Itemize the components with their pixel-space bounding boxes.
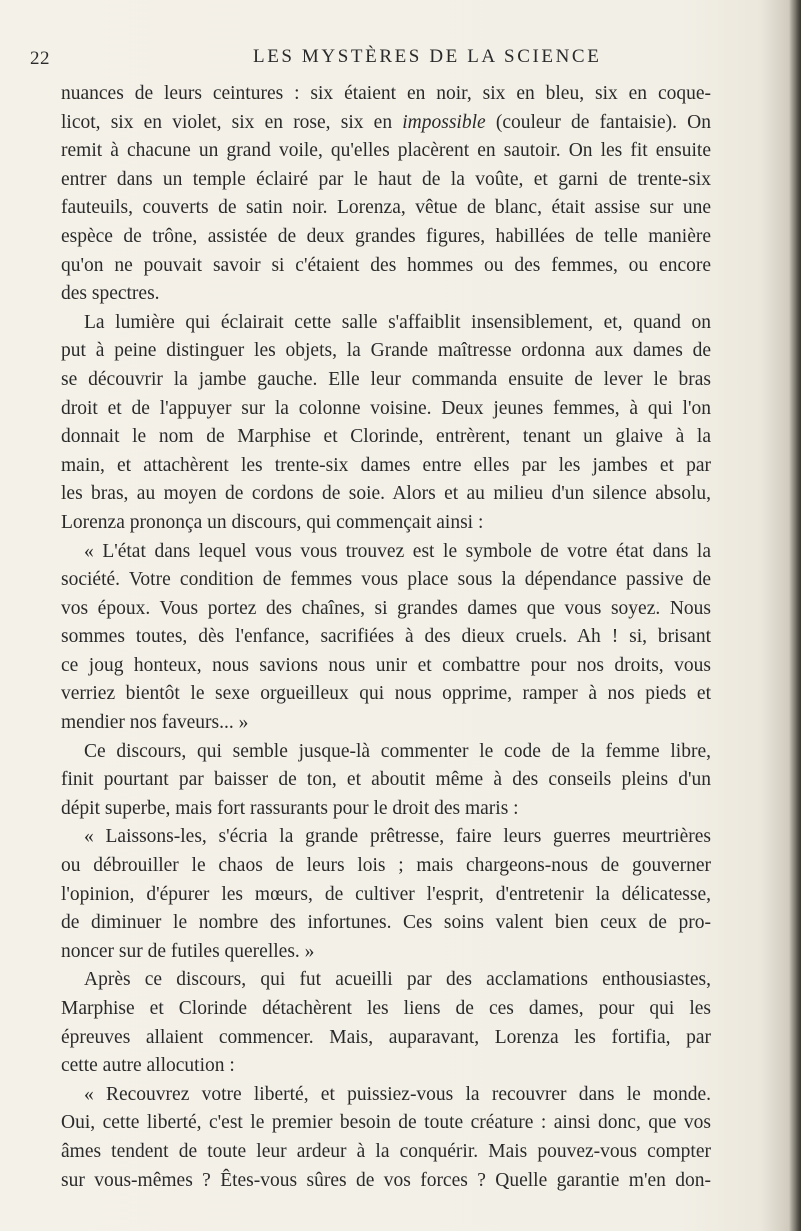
text-line: qu'on ne pouvait savoir si c'étaient des hommes ou des femmes, ou encore: [61, 254, 711, 276]
text-line: dépit superbe, mais fort rassurants pour le droit des maris :: [61, 797, 519, 819]
text-line: l'opinion, d'épurer les mœurs, de cultiver l'esprit, d'entretenir la délicatesse,: [61, 883, 711, 905]
text-line: se découvrir la jambe gauche. Elle leur commanda ensuite de lever le bras: [61, 368, 711, 390]
text-line: épreuves allaient commencer. Mais, auparavant, Lorenza les fortifia, par: [61, 1026, 711, 1048]
text-line: nuances de leurs ceintures : six étaient en noir, six en bleu, six en coque-: [61, 83, 711, 104]
text-line: cette autre allocution :: [61, 1055, 235, 1077]
text-line: ou débrouiller le chaos de leurs lois ; mais chargeons-nous de gouverner: [61, 855, 711, 877]
text-line: société. Votre condition de femmes vous place sous la dépendance passive de: [61, 569, 711, 591]
text-line: « Recouvrez votre liberté, et puissiez-vous la recouvrer dans le monde.: [84, 1083, 711, 1105]
text-line: ce joug honteux, nous savions nous unir et combattre pour nos droits, vous: [61, 654, 711, 676]
text-line: finit pourtant par baisser de ton, et aboutit même à des conseils pleins d'un: [61, 769, 711, 791]
text-line: vos époux. Vous portez des chaînes, si grandes dames que vous soyez. Nous: [61, 597, 711, 619]
text-line: les bras, au moyen de cordons de soie. Alors et au milieu d'un silence absolu,: [61, 483, 711, 505]
text-line: entrer dans un temple éclairé par le haut de la voûte, et garni de trente-six: [61, 168, 711, 190]
text-line: espèce de trône, assistée de deux grandes figures, habillées de telle manière: [61, 225, 711, 247]
text-line: remit à chacune un grand voile, qu'elles placèrent en sautoir. On les fit ensuite: [61, 140, 711, 162]
body-text: [61, 80, 711, 1195]
running-head: LES MYSTÈRES DE LA SCIENCE: [253, 46, 602, 67]
text-line: des spectres.: [61, 283, 160, 305]
text-line: La lumière qui éclairait cette salle s'affaiblit insensiblement, et, quand on: [84, 311, 711, 333]
text-line: de diminuer le nombre des infortunes. Ces soins valent bien ceux de pro-: [61, 912, 711, 934]
text-line: Après ce discours, qui fut acueilli par des acclamations enthousiastes,: [84, 969, 711, 991]
text-line: âmes tendent de toute leur ardeur à la conquérir. Mais pouvez-vous compter: [61, 1140, 711, 1162]
text-line: licot, six en violet, six en rose, six en impossible (couleur de fantaisie). On: [61, 111, 711, 133]
text-line: mendier nos faveurs... »: [61, 712, 249, 734]
text-line: noncer sur de futiles querelles. »: [61, 940, 315, 962]
text-line: Oui, cette liberté, c'est le premier besoin de toute créature : ainsi donc, que vos: [61, 1112, 711, 1134]
text-line: Marphise et Clorinde détachèrent les liens de ces dames, pour qui les: [61, 998, 711, 1019]
text-line: Ce discours, qui semble jusque-là commenter le code de la femme libre,: [84, 740, 711, 762]
italic-word: impossible: [402, 111, 486, 133]
text-line: droit et de l'appuyer sur la colonne voisine. Deux jeunes femmes, à qui l'on: [61, 397, 711, 419]
text-line: sur vous-mêmes ? Êtes-vous sûres de vos forces ? Quelle garantie m'en don-: [61, 1169, 711, 1191]
text-line: « Laissons-les, s'écria la grande prêtresse, faire leurs guerres meurtrières: [84, 826, 711, 848]
text-line: Lorenza prononça un discours, qui commençait ainsi :: [61, 511, 484, 533]
text-line: fauteuils, couverts de satin noir. Lorenza, vêtue de blanc, était assise sur une: [61, 197, 711, 219]
text-line: « L'état dans lequel vous vous trouvez est le symbole de votre état dans la: [84, 540, 711, 562]
page-number: 22: [30, 48, 50, 69]
text-line: sommes toutes, dès l'enfance, sacrifiées à des dieux cruels. Ah ! si, brisant: [61, 626, 711, 648]
page-edge-shadow: [789, 0, 801, 1231]
text-line: donnait le nom de Marphise et Clorinde, entrèrent, tenant un glaive à la: [61, 426, 711, 448]
text-line: verriez bientôt le sexe orgueilleux qui nous opprime, ramper à nos pieds et: [61, 683, 711, 705]
text-line: put à peine distinguer les objets, la Grande maîtresse ordonna aux dames de: [61, 340, 711, 362]
text-line: main, et attachèrent les trente-six dames entre elles par les jambes et par: [61, 454, 711, 476]
